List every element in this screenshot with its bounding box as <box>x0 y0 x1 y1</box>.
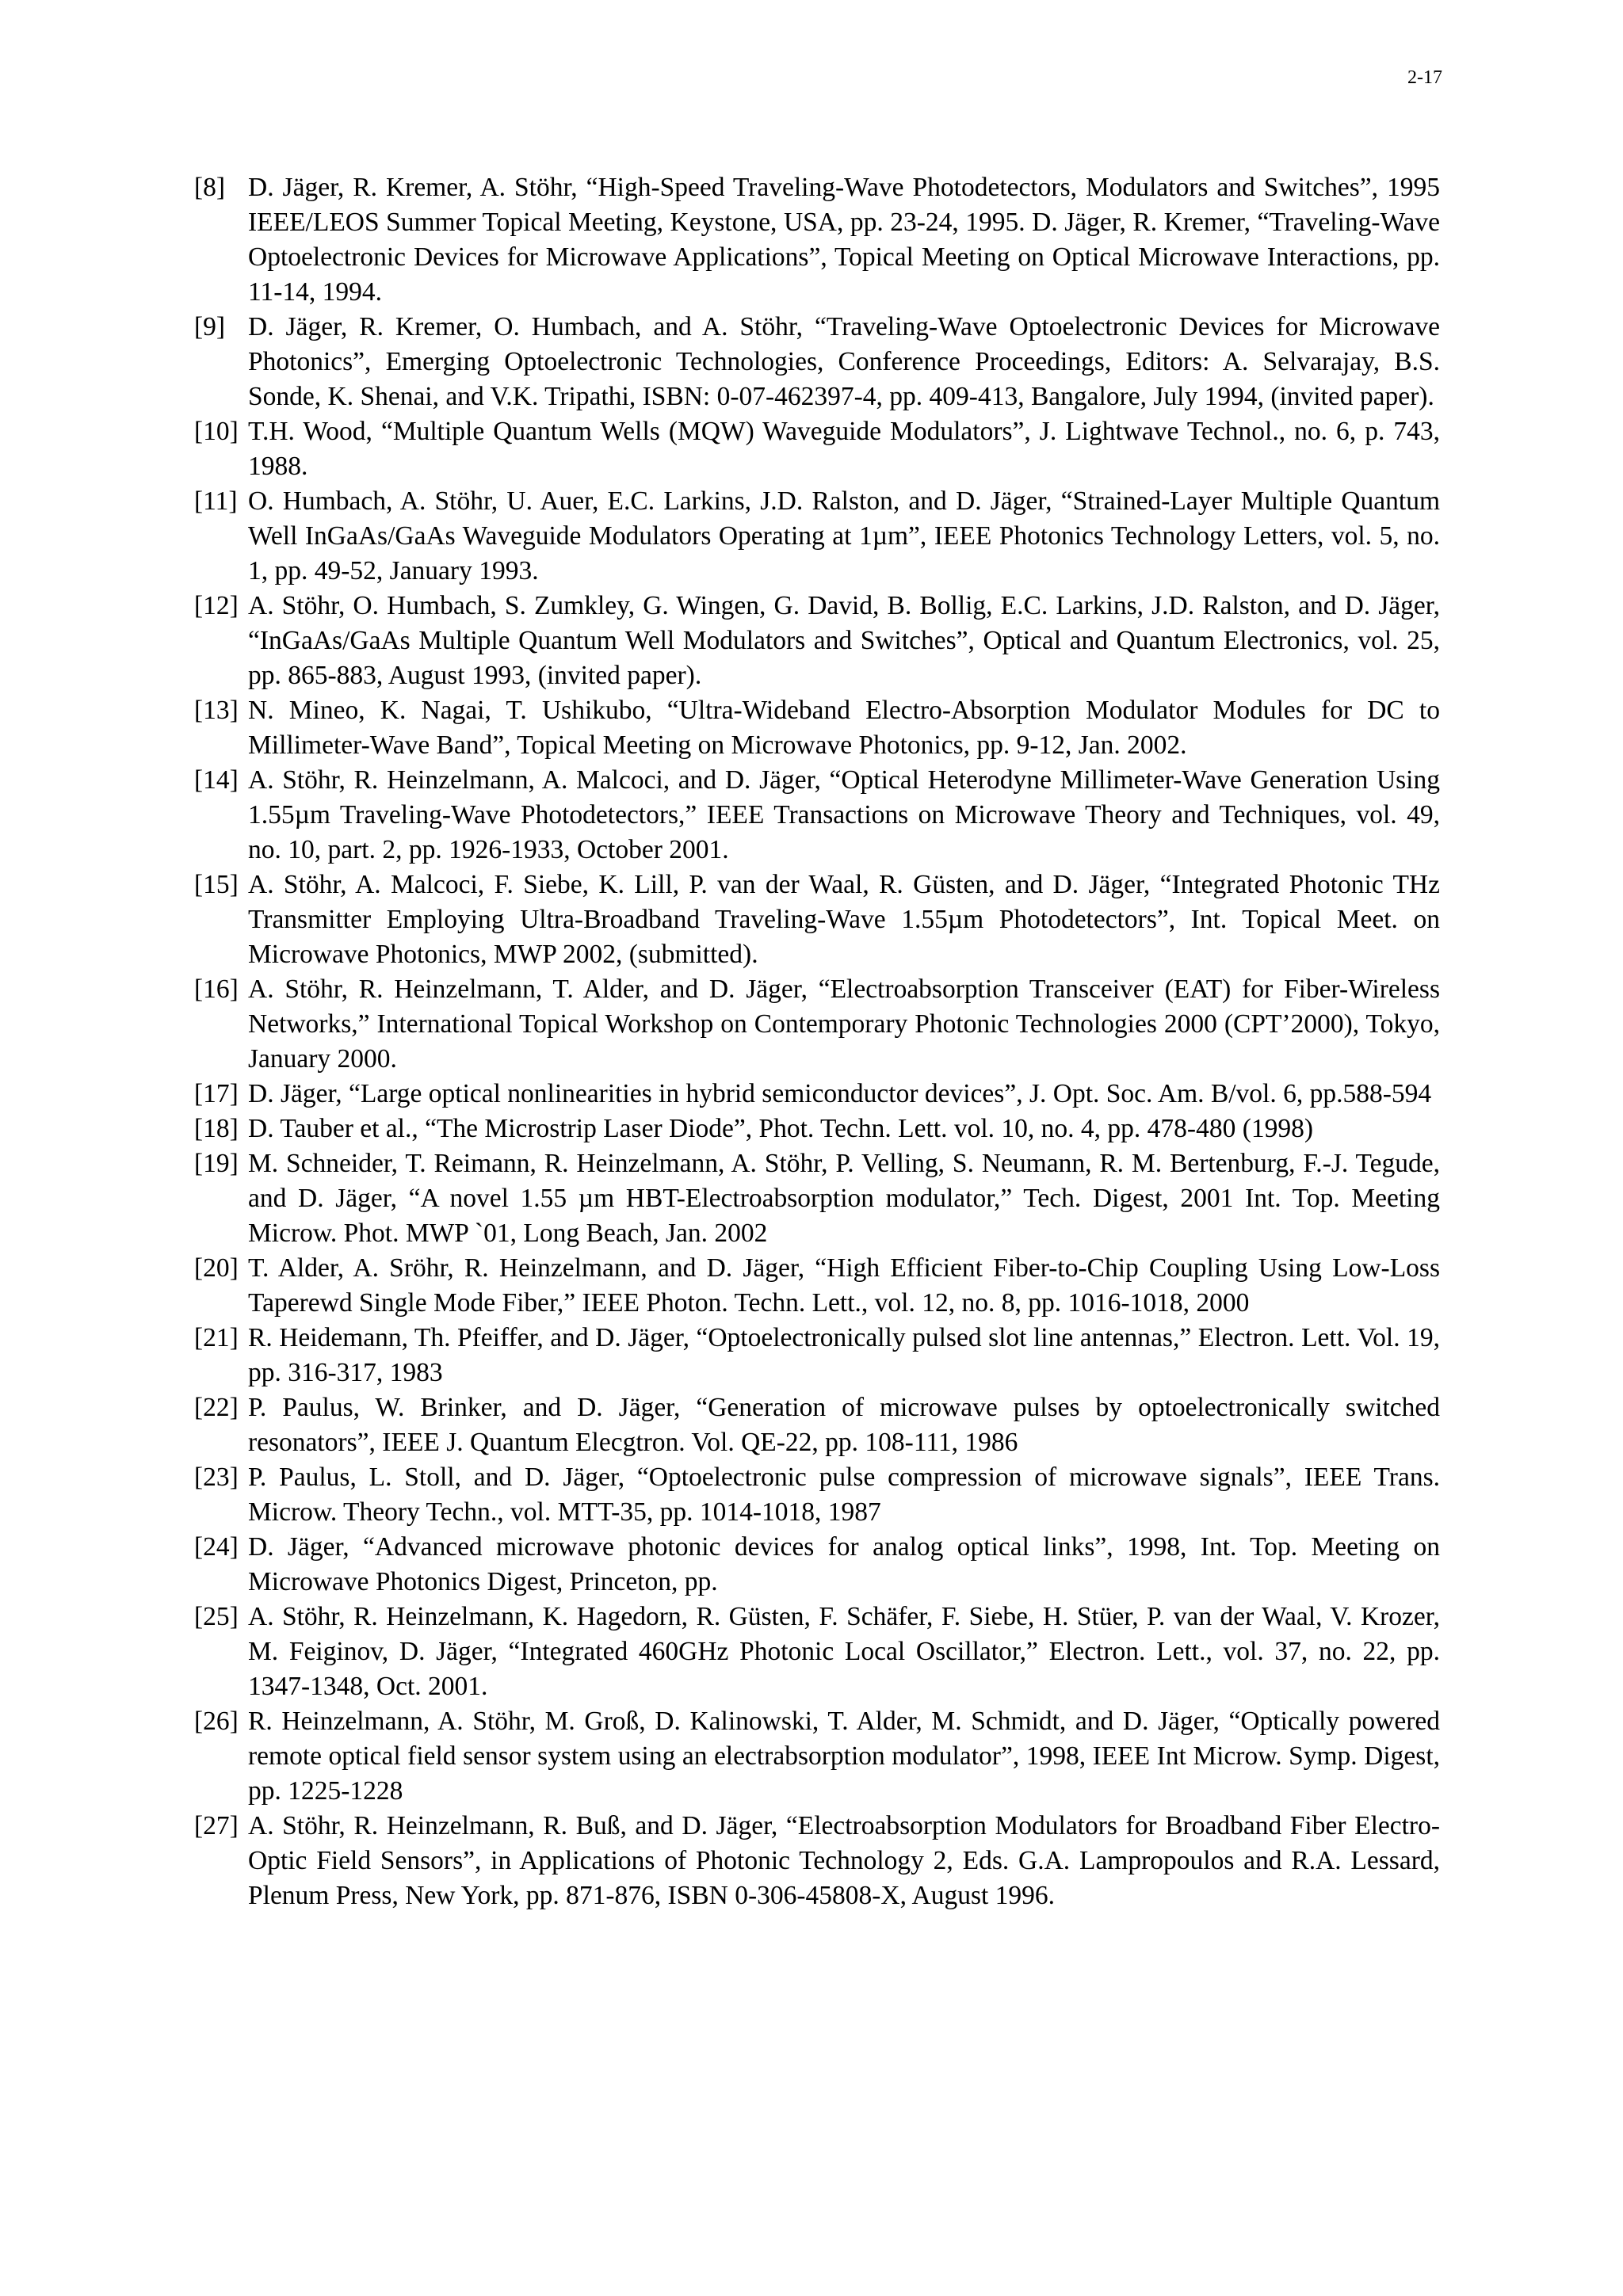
reference-item <box>194 1809 1440 1913</box>
reference-item <box>194 972 1440 1077</box>
reference-number: [20] <box>194 1253 239 1283</box>
reference-text: M. Schneider, T. Reimann, R. Heinzelmann, A. Stöhr, P. Velling, S. Neumann, R. M. Bertenburg, F.-J. Tegude, and D. Jäger, “A novel 1.55 µm HBT-Electroabsorption modulator,” Tech. Digest, 2001 Int. Top. Meeting Microw. Phot. MWP `01, Long Beach, Jan. 2002 <box>248 1149 1440 1248</box>
reference-item <box>194 1251 1440 1321</box>
reference-item <box>194 414 1440 484</box>
reference-number: [18] <box>194 1114 239 1143</box>
reference-number: [13] <box>194 696 239 725</box>
reference-item <box>194 693 1440 763</box>
reference-item <box>194 1600 1440 1704</box>
reference-number: [10] <box>194 417 239 446</box>
reference-item <box>194 1112 1440 1146</box>
reference-text: A. Stöhr, R. Heinzelmann, T. Alder, and D. Jäger, “Electroabsorption Transceiver (EAT) for Fiber-Wireless Networks,” International Topical Workshop on Contemporary Photonic Technologies 2000 (CPT’2000), Tokyo, January 2000. <box>248 974 1440 1074</box>
reference-list <box>194 170 1440 1913</box>
reference-number: [22] <box>194 1393 239 1422</box>
reference-text: T. Alder, A. Sröhr, R. Heinzelmann, and D. Jäger, “High Efficient Fiber-to-Chip Coupling Using Low-Loss Taperewd Single Mode Fiber,” IEEE Photon. Techn. Lett., vol. 12, no. 8, pp. 1016-1018, 2000 <box>248 1253 1440 1318</box>
reference-number: [26] <box>194 1707 239 1736</box>
reference-text: D. Tauber et al., “The Microstrip Laser Diode”, Phot. Techn. Lett. vol. 10, no. 4, pp. 478-480 (1998) <box>248 1114 1314 1143</box>
reference-text: D. Jäger, R. Kremer, O. Humbach, and A. Stöhr, “Traveling-Wave Optoelectronic Devices for Microwave Photonics”, Emerging Optoelectronic Technologies, Conference Proceedings, Editors: A. Selvarajay, B.S. Sonde, K. Shenai, and V.K. Tripathi, ISBN: 0-07-462397-4, pp. 409-413, Bangalore, July 1994, (invited paper). <box>248 312 1440 411</box>
reference-number: [8] <box>194 173 226 202</box>
reference-item <box>194 1530 1440 1600</box>
reference-number: [27] <box>194 1811 239 1840</box>
reference-number: [17] <box>194 1079 239 1108</box>
reference-number: [19] <box>194 1149 239 1178</box>
reference-number: [24] <box>194 1532 239 1562</box>
reference-text: A. Stöhr, R. Heinzelmann, R. Buß, and D. Jäger, “Electroabsorption Modulators for Broadband Fiber Electro-Optic Field Sensors”, in Applications of Photonic Technology 2, Eds. G.A. Lampropoulos and R.A. Lessard, Plenum Press, New York, pp. 871-876, ISBN 0-306-45808-X, August 1996. <box>248 1811 1440 1910</box>
reference-text: D. Jäger, “Large optical nonlinearities in hybrid semiconductor devices”, J. Opt. Soc. Am. B/vol. 6, pp.588-594 <box>248 1079 1432 1108</box>
reference-text: D. Jäger, R. Kremer, A. Stöhr, “High-Speed Traveling-Wave Photodetectors, Modulators and Switches”, 1995 IEEE/LEOS Summer Topical Meeting, Keystone, USA, pp. 23-24, 1995. D. Jäger, R. Kremer, “Traveling-Wave Optoelectronic Devices for Microwave Applications”, Topical Meeting on Optical Microwave Interactions, pp. 11-14, 1994. <box>248 173 1440 307</box>
reference-item <box>194 1146 1440 1251</box>
reference-number: [25] <box>194 1602 239 1631</box>
reference-number: [21] <box>194 1323 239 1352</box>
reference-number: [11] <box>194 486 238 516</box>
reference-number: [15] <box>194 870 239 899</box>
reference-text: A. Stöhr, R. Heinzelmann, A. Malcoci, and D. Jäger, “Optical Heterodyne Millimeter-Wave Generation Using 1.55µm Traveling-Wave Photodetectors,” IEEE Transactions on Microwave Theory and Techniques, vol. 49, no. 10, part. 2, pp. 1926-1933, October 2001. <box>248 765 1440 864</box>
reference-number: [16] <box>194 974 239 1004</box>
reference-item <box>194 1390 1440 1460</box>
reference-item <box>194 589 1440 693</box>
reference-item <box>194 763 1440 868</box>
reference-item <box>194 868 1440 972</box>
reference-text: A. Stöhr, R. Heinzelmann, K. Hagedorn, R. Güsten, F. Schäfer, F. Siebe, H. Stüer, P. van der Waal, V. Krozer, M. Feiginov, D. Jäger, “Integrated 460GHz Photonic Local Oscillator,” Electron. Lett., vol. 37, no. 22, pp. 1347-1348, Oct. 2001. <box>248 1602 1440 1701</box>
reference-item <box>194 484 1440 589</box>
reference-text: A. Stöhr, O. Humbach, S. Zumkley, G. Wingen, G. David, B. Bollig, E.C. Larkins, J.D. Ralston, and D. Jäger, “InGaAs/GaAs Multiple Quantum Well Modulators and Switches”, Optical and Quantum Electronics, vol. 25, pp. 865-883, August 1993, (invited paper). <box>248 591 1440 690</box>
reference-text: A. Stöhr, A. Malcoci, F. Siebe, K. Lill, P. van der Waal, R. Güsten, and D. Jäger, “Integrated Photonic THz Transmitter Employing Ultra-Broadband Traveling-Wave 1.55µm Photodetectors”, Int. Topical Meet. on Microwave Photonics, MWP 2002, (submitted). <box>248 870 1440 969</box>
reference-text: P. Paulus, W. Brinker, and D. Jäger, “Generation of microwave pulses by optoelectronically switched resonators”, IEEE J. Quantum Elecgtron. Vol. QE-22, pp. 108-111, 1986 <box>248 1393 1440 1457</box>
reference-text: P. Paulus, L. Stoll, and D. Jäger, “Optoelectronic pulse compression of microwave signals”, IEEE Trans. Microw. Theory Techn., vol. MTT-35, pp. 1014-1018, 1987 <box>248 1463 1440 1527</box>
reference-text: N. Mineo, K. Nagai, T. Ushikubo, “Ultra-Wideband Electro-Absorption Modulator Modules for DC to Millimeter-Wave Band”, Topical Meeting on Microwave Photonics, pp. 9-12, Jan. 2002. <box>248 696 1440 760</box>
reference-number: [14] <box>194 765 239 795</box>
reference-item <box>194 170 1440 310</box>
page-number: 2-17 <box>1407 67 1442 88</box>
reference-item <box>194 1460 1440 1530</box>
reference-number: [12] <box>194 591 239 620</box>
reference-text: O. Humbach, A. Stöhr, U. Auer, E.C. Larkins, J.D. Ralston, and D. Jäger, “Strained-Layer Multiple Quantum Well InGaAs/GaAs Waveguide Modulators Operating at 1µm”, IEEE Photonics Technology Letters, vol. 5, no. 1, pp. 49-52, January 1993. <box>248 486 1440 585</box>
reference-text: R. Heidemann, Th. Pfeiffer, and D. Jäger, “Optoelectronically pulsed slot line antennas,” Electron. Lett. Vol. 19, pp. 316-317, 1983 <box>248 1323 1440 1387</box>
reference-text: T.H. Wood, “Multiple Quantum Wells (MQW) Waveguide Modulators”, J. Lightwave Technol., no. 6, p. 743, 1988. <box>248 417 1440 481</box>
reference-number: [9] <box>194 312 226 341</box>
reference-item <box>194 1077 1440 1112</box>
reference-number: [23] <box>194 1463 239 1492</box>
reference-item <box>194 1704 1440 1809</box>
reference-text: R. Heinzelmann, A. Stöhr, M. Groß, D. Kalinowski, T. Alder, M. Schmidt, and D. Jäger, “Optically powered remote optical field sensor system using an electrabsorption modulator”, 1998, IEEE Int Microw. Symp. Digest, pp. 1225-1228 <box>248 1707 1440 1806</box>
reference-item <box>194 310 1440 414</box>
reference-text: D. Jäger, “Advanced microwave photonic devices for analog optical links”, 1998, Int. Top. Meeting on Microwave Photonics Digest, Princeton, pp. <box>248 1532 1440 1596</box>
reference-item <box>194 1321 1440 1390</box>
